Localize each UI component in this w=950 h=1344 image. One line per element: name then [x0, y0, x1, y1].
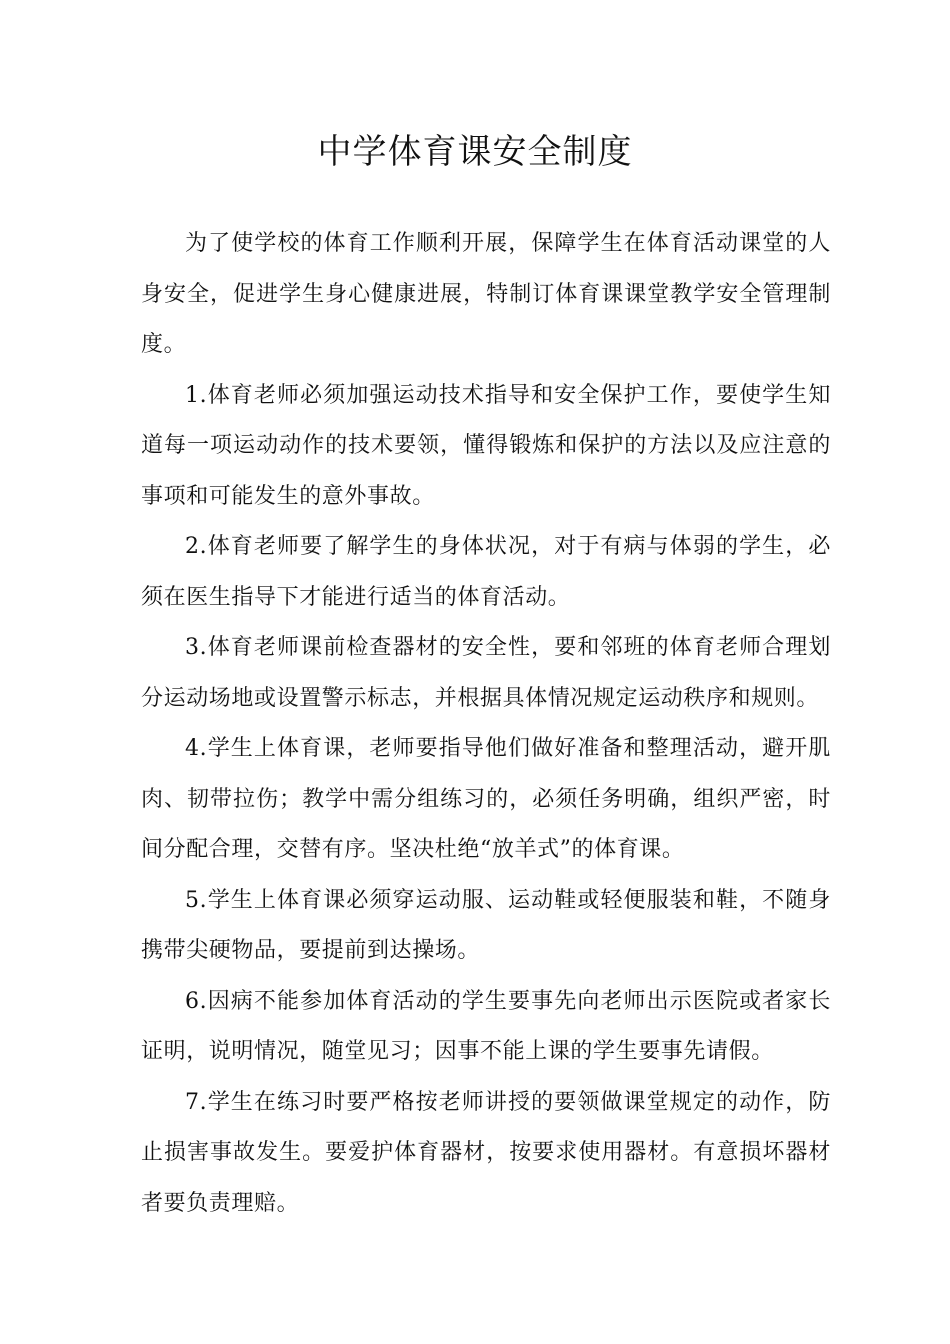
- paragraph-rule-5: 5.学生上体育课必须穿运动服、运动鞋或轻便服装和鞋，不随身携带尖硬物品，要提前到达操场。: [141, 887, 831, 963]
- paragraph-rule-4: 4.学生上体育课，老师要指导他们做好准备和整理活动，避开肌肉、韧带拉伤；教学中需分组练习的，必须任务明确，组织严密，时间分配合理，交替有序。坚决杜绝“放羊式”的体育课。: [141, 736, 831, 862]
- paragraph-rule-1: 1.体育老师必须加强运动技术指导和安全保护工作，要使学生知道每一项运动动作的技术要领，懂得锻炼和保护的方法以及应注意的事项和可能发生的意外事故。: [141, 382, 831, 509]
- document-title: 中学体育课安全制度: [317, 132, 633, 172]
- paragraph-rule-6: 6.因病不能参加体育活动的学生要事先向老师出示医院或者家长证明，说明情况，随堂见习；因事不能上课的学生要事先请假。: [141, 988, 831, 1064]
- document-body: [141, 219, 831, 1229]
- paragraph-rule-2: 2.体育老师要了解学生的身体状况，对于有病与体弱的学生，必须在医生指导下才能进行适当的体育活动。: [141, 534, 831, 610]
- paragraph-rule-3: 3.体育老师课前检查器材的安全性，要和邻班的体育老师合理划分运动场地或设置警示标志，并根据具体情况规定运动秩序和规则。: [141, 635, 831, 711]
- paragraph-rule-7: 7.学生在练习时要严格按老师讲授的要领做课堂规定的动作，防止损害事故发生。要爱护体育器材，按要求使用器材。有意损坏器材者要负责理赔。: [141, 1089, 831, 1216]
- paragraph-intro: 为了使学校的体育工作顺利开展，保障学生在体育活动课堂的人身安全，促进学生身心健康进展，特制订体育课课堂教学安全管理制度。: [141, 231, 831, 357]
